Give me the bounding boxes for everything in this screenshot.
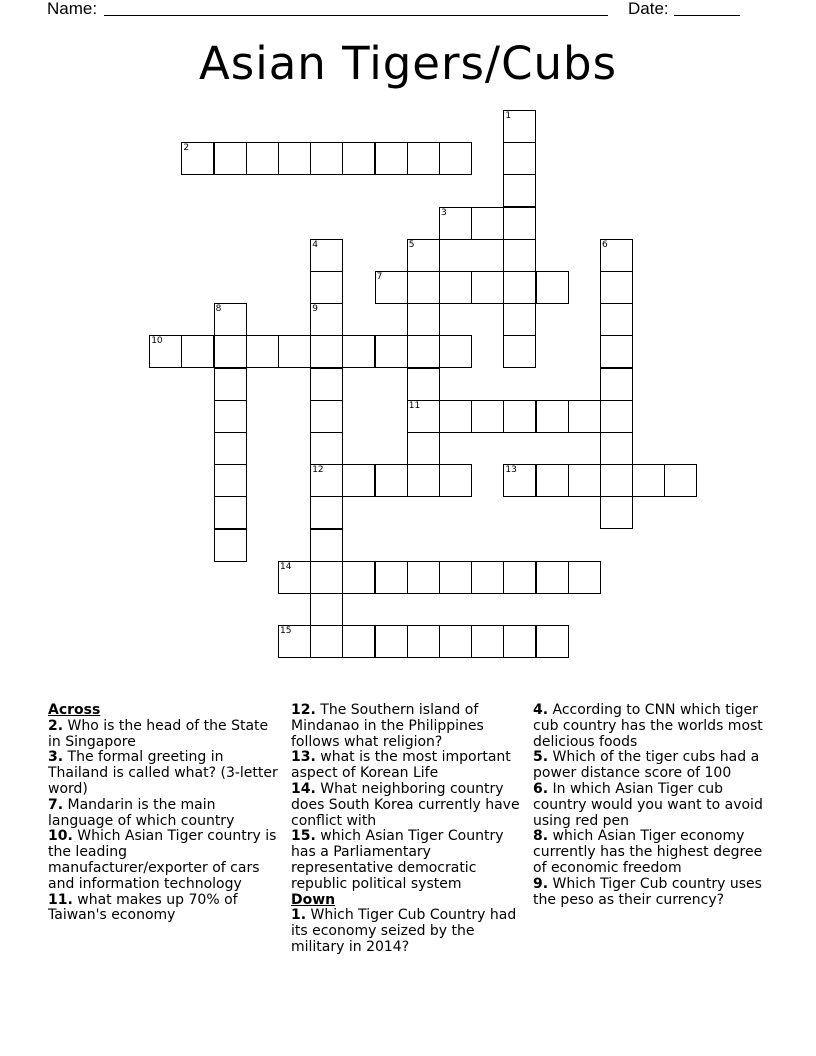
crossword-cell[interactable] [439, 207, 472, 240]
crossword-cell[interactable] [310, 529, 343, 562]
crossword-cell[interactable] [407, 271, 440, 304]
crossword-cell[interactable] [278, 625, 311, 658]
clue-across-11: 11. what makes up 70% of Taiwan's economy [48, 891, 238, 924]
crossword-cell[interactable] [407, 625, 440, 658]
across-heading: Across [48, 702, 101, 718]
crossword-cell[interactable] [278, 335, 311, 368]
crossword-cell[interactable] [664, 464, 697, 497]
crossword-cell[interactable] [310, 432, 343, 465]
cell-number: 13 [505, 465, 517, 476]
crossword-cell[interactable] [471, 271, 504, 304]
crossword-cell[interactable] [471, 400, 504, 433]
crossword-cell[interactable] [246, 335, 279, 368]
crossword-cell[interactable] [375, 561, 408, 594]
crossword-cell[interactable] [503, 174, 536, 207]
crossword-cell[interactable] [407, 464, 440, 497]
crossword-cell[interactable] [439, 561, 472, 594]
crossword-cell[interactable] [503, 625, 536, 658]
crossword-cell[interactable] [375, 625, 408, 658]
crossword-cell[interactable] [503, 561, 536, 594]
clue-down-4: 4. According to CNN which tiger cub country has the worlds most delicious foods [533, 702, 763, 750]
crossword-cell[interactable] [536, 271, 569, 304]
crossword-cell[interactable] [439, 400, 472, 433]
crossword-cell[interactable] [342, 142, 375, 175]
crossword-cell[interactable] [342, 464, 375, 497]
crossword-cell[interactable] [310, 464, 343, 497]
crossword-cell[interactable] [600, 368, 633, 401]
crossword-cell[interactable] [407, 142, 440, 175]
crossword-cell[interactable] [536, 561, 569, 594]
crossword-cell[interactable] [214, 142, 247, 175]
clue-across-14: 14. What neighboring country does South Korea currently have conflict with [291, 780, 520, 829]
crossword-cell[interactable] [503, 142, 536, 175]
crossword-cell[interactable] [214, 529, 247, 562]
crossword-cell[interactable] [439, 271, 472, 304]
crossword-cell[interactable] [310, 335, 343, 368]
crossword-cell[interactable] [278, 561, 311, 594]
crossword-cell[interactable] [600, 335, 633, 368]
clue-across-15: 15. which Asian Tiger Country has a Parliamentary representative democratic republic political system [291, 828, 504, 892]
crossword-cell[interactable] [342, 561, 375, 594]
crossword-cell[interactable] [375, 271, 408, 304]
crossword-cell[interactable] [310, 400, 343, 433]
date-label: Date: [628, 0, 669, 18]
crossword-cell[interactable] [503, 239, 536, 272]
cell-number: 14 [280, 561, 292, 572]
crossword-cell[interactable] [600, 464, 633, 497]
crossword-cell[interactable] [600, 432, 633, 465]
crossword-cell[interactable] [407, 303, 440, 336]
clues-column-3 [533, 703, 773, 908]
crossword-cell[interactable] [407, 432, 440, 465]
cell-number: 2 [183, 143, 190, 154]
crossword-cell[interactable] [439, 625, 472, 658]
crossword-cell[interactable] [568, 561, 601, 594]
cell-number: 8 [215, 304, 222, 315]
page-title: Asian Tigers/Cubs [198, 37, 618, 90]
crossword-cell[interactable] [471, 561, 504, 594]
crossword-cell[interactable] [407, 400, 440, 433]
crossword-cell[interactable] [310, 625, 343, 658]
crossword-cell[interactable] [214, 464, 247, 497]
crossword-cell[interactable] [214, 303, 247, 336]
crossword-cell[interactable] [536, 464, 569, 497]
crossword-cell[interactable] [439, 142, 472, 175]
cell-number: 3 [441, 207, 447, 218]
clue-across-3: 3. The formal greeting in Thailand is called what? (3-letter word) [48, 749, 278, 797]
clue-across-13: 13. what is the most important aspect of Korean Life [291, 749, 511, 782]
cell-number: 6 [602, 239, 608, 250]
crossword-cell[interactable] [342, 335, 375, 368]
clues-column-1 [48, 703, 280, 924]
crossword-cell[interactable] [568, 400, 601, 433]
crossword-cell[interactable] [600, 303, 633, 336]
crossword-cell[interactable] [568, 464, 601, 497]
crossword-cell[interactable] [214, 400, 247, 433]
crossword-cell[interactable] [214, 335, 247, 368]
crossword-cell[interactable] [149, 335, 182, 368]
name-label: Name: [47, 0, 98, 18]
crossword-cell[interactable] [600, 496, 633, 529]
crossword-cell[interactable] [375, 335, 408, 368]
crossword-cell[interactable] [407, 561, 440, 594]
cell-number: 5 [408, 239, 415, 250]
crossword-cell[interactable] [632, 464, 665, 497]
cell-number: 12 [312, 465, 324, 476]
crossword-cell[interactable] [181, 142, 214, 175]
crossword-cell[interactable] [600, 239, 633, 272]
clue-down-5: 5. Which of the tiger cubs had a power distance score of 100 [533, 749, 760, 782]
crossword-cell[interactable] [310, 303, 343, 336]
cell-number: 15 [280, 626, 292, 637]
clue-down-1: 1. Which Tiger Cub Country had its economy seized by the military in 2014? [291, 907, 517, 955]
crossword-cell[interactable] [503, 464, 536, 497]
clue-across-7: 7. Mandarin is the main language of which country [48, 796, 235, 829]
clue-down-9: 9. Which Tiger Cub country uses the peso as their currency? [533, 875, 762, 908]
crossword-cell[interactable] [214, 432, 247, 465]
down-heading: Down [291, 891, 336, 908]
crossword-cell[interactable] [407, 335, 440, 368]
crossword-cell[interactable] [471, 625, 504, 658]
crossword-cell[interactable] [310, 368, 343, 401]
crossword-cell[interactable] [181, 335, 214, 368]
crossword-cell[interactable] [246, 142, 279, 175]
crossword-cell[interactable] [214, 496, 247, 529]
cell-number: 1 [505, 111, 512, 121]
cell-number: 9 [312, 304, 318, 315]
crossword-cell[interactable] [310, 271, 343, 304]
crossword-cell[interactable] [503, 207, 536, 240]
crossword-cell[interactable] [310, 496, 343, 529]
crossword-cell[interactable] [407, 239, 440, 272]
crossword-cell[interactable] [439, 464, 472, 497]
clue-across-10: 10. Which Asian Tiger country is the leading manufacturer/exporter of cars and information technology [48, 828, 277, 892]
crossword-cell[interactable] [471, 207, 504, 240]
crossword-cell[interactable] [310, 593, 343, 626]
clue-down-8: 8. which Asian Tiger economy currently has the highest degree of economic freedom [533, 828, 763, 876]
crossword-cell[interactable] [503, 303, 536, 336]
clue-down-6: 6. In which Asian Tiger cub country would you want to avoid using red pen [533, 780, 763, 829]
crossword-cell[interactable] [536, 625, 569, 658]
crossword-cell[interactable] [503, 400, 536, 433]
cell-number: 7 [376, 272, 383, 282]
crossword-cell[interactable] [310, 561, 343, 594]
crossword-cell[interactable] [342, 625, 375, 658]
cell-number: 11 [408, 400, 421, 411]
crossword-cell[interactable] [278, 142, 311, 175]
crossword-cell[interactable] [310, 142, 343, 175]
crossword-cell[interactable] [375, 464, 408, 497]
crossword-cell[interactable] [503, 271, 536, 304]
crossword-cell[interactable] [214, 368, 247, 401]
crossword-cell[interactable] [600, 271, 633, 304]
crossword-cell[interactable] [503, 110, 536, 143]
cell-number: 10 [151, 336, 163, 347]
crossword-cell[interactable] [375, 142, 408, 175]
clues-column-2 [291, 703, 527, 956]
crossword-cell[interactable] [439, 335, 472, 368]
crossword-cell[interactable] [310, 239, 343, 272]
clue-across-2: 2. Who is the head of the State in Singapore [48, 717, 269, 750]
cell-number: 4 [312, 239, 318, 250]
crossword-cell[interactable] [503, 335, 536, 368]
crossword-cell[interactable] [536, 400, 569, 433]
clue-across-12: 12. The Southern island of Mindanao in the Philippines follows what religion? [291, 702, 484, 750]
crossword-cell[interactable] [600, 400, 633, 433]
crossword-cell[interactable] [407, 368, 440, 401]
